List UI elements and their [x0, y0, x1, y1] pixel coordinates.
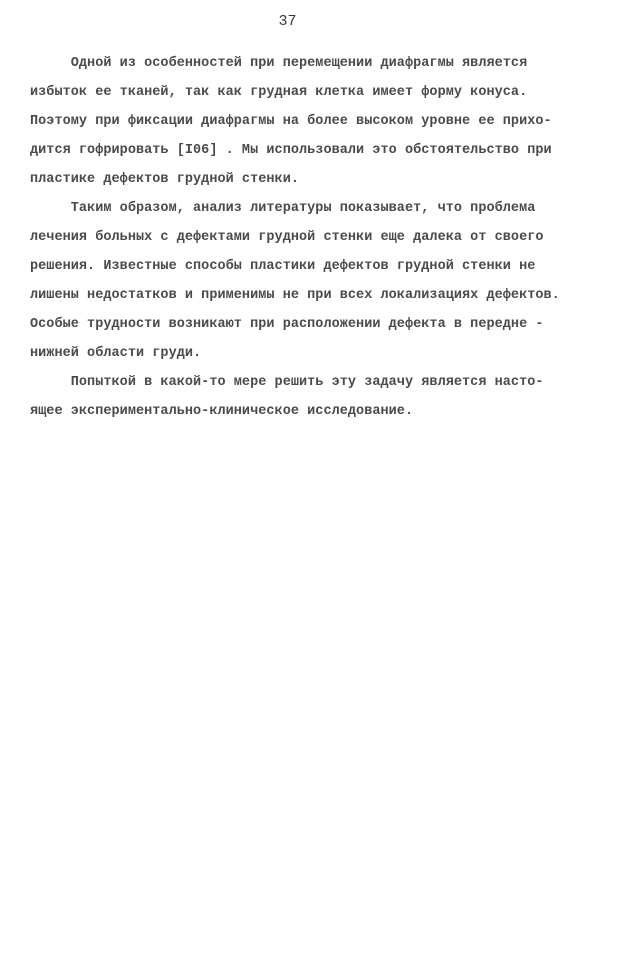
page-number: 37 — [278, 13, 297, 30]
body-text — [30, 49, 600, 426]
text-line: Таким образом, анализ литературы показывает, что проблема — [30, 201, 536, 216]
paragraph — [30, 194, 600, 368]
text-line: Особые трудности возникают при расположении дефекта в передне - — [30, 317, 544, 332]
text-line: избыток ее тканей, так как грудная клетка имеет форму конуса. — [30, 85, 528, 100]
text-line: лишены недостатков и применимы не при всех локализациях дефектов. — [30, 288, 560, 303]
text-line: дится гофрировать [I06] . Мы использовали это обстоятельство при — [30, 143, 552, 158]
text-line: пластике дефектов грудной стенки. — [30, 172, 299, 187]
text-line: Одной из особенностей при перемещении диафрагмы является — [30, 56, 528, 71]
text-line: решения. Известные способы пластики дефектов грудной стенки не — [30, 259, 536, 274]
text-line: Поэтому при фиксации диафрагмы на более высоком уровне ее прихо- — [30, 114, 552, 129]
text-line: лечения больных с дефектами грудной стенки еще далека от своего — [30, 230, 544, 245]
text-line: нижней области груди. — [30, 346, 202, 361]
text-line: ящее экспериментально-клиническое исследование. — [30, 404, 414, 419]
text-line: Попыткой в какой-то мере решить эту задачу является насто- — [30, 375, 544, 390]
paragraph — [30, 368, 600, 426]
paragraph — [30, 49, 600, 194]
